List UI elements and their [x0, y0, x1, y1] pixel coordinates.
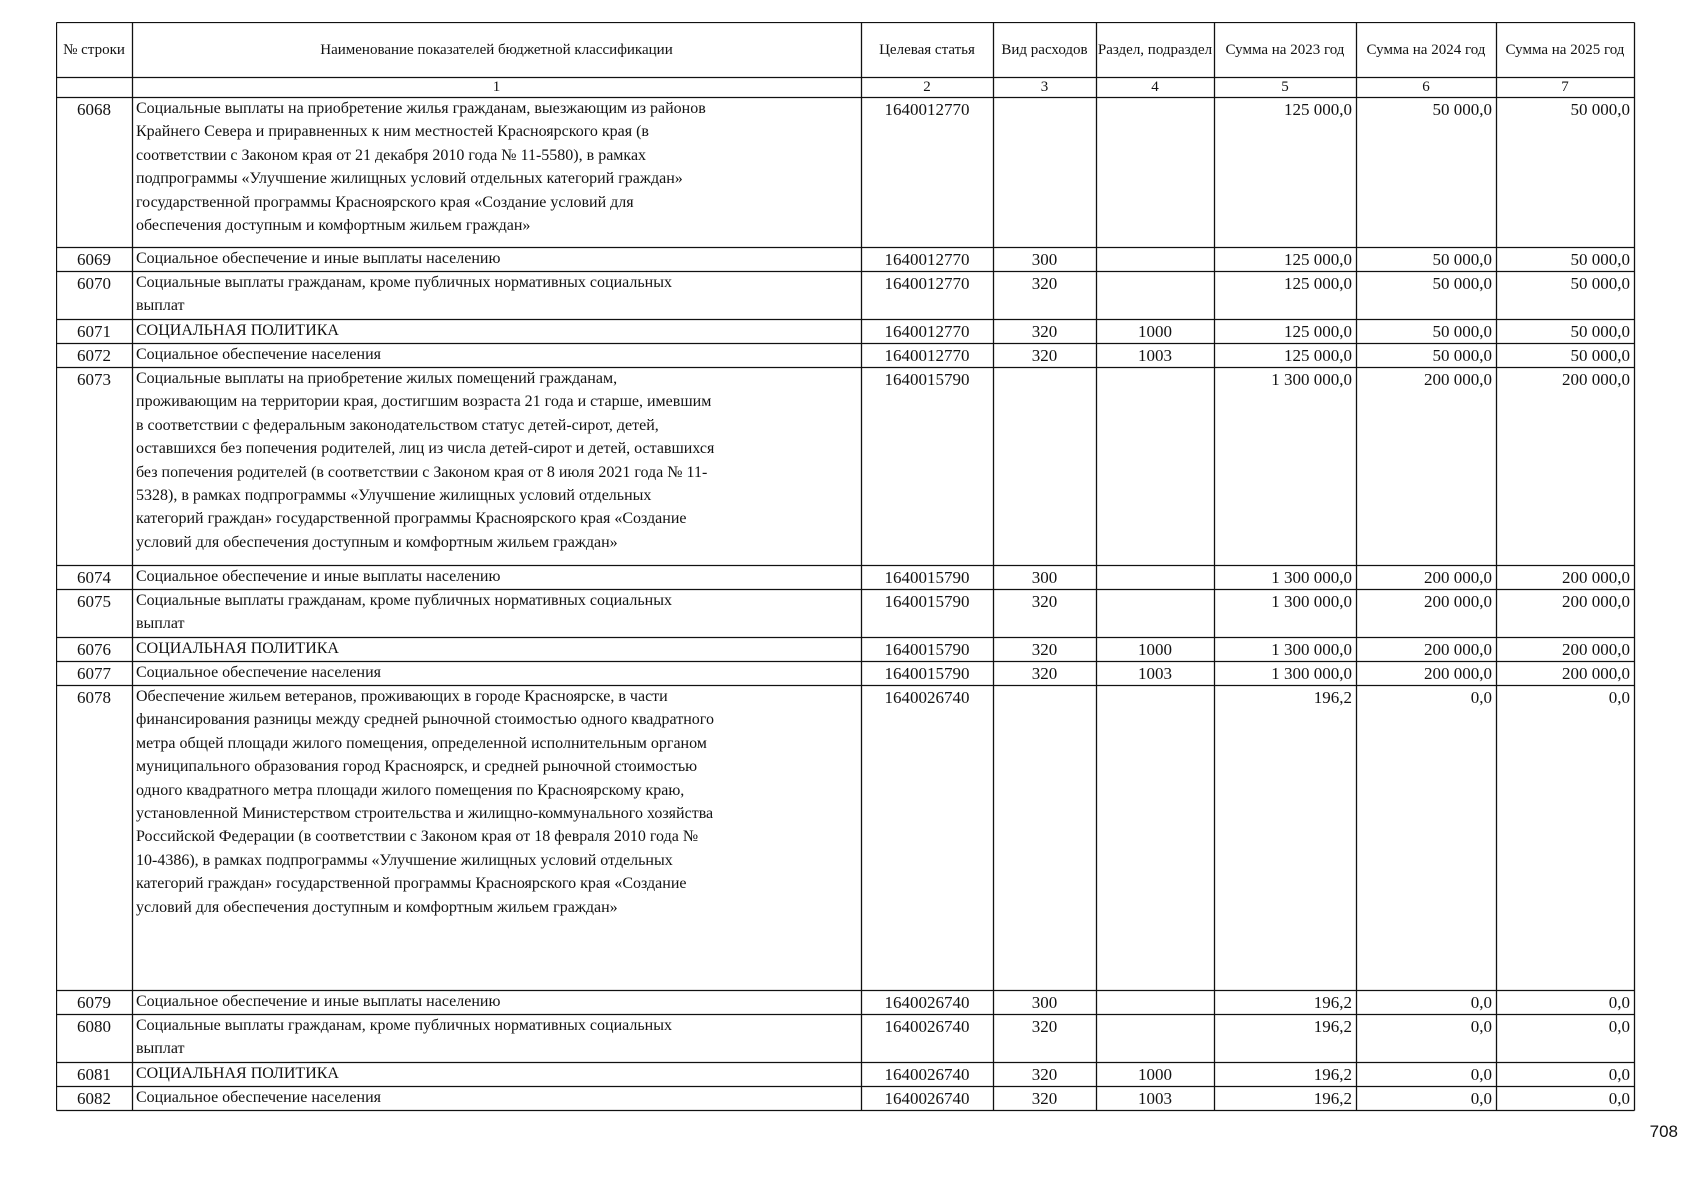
section-code — [1096, 367, 1214, 565]
expense-kind: 320 — [1031, 1065, 1058, 1084]
row-name: Социальные выплаты гражданам, кроме публичных нормативных социальных выплат — [136, 274, 672, 315]
row-number: 6079 — [77, 993, 111, 1012]
sum-2024: 0,0 — [1470, 1017, 1492, 1036]
sum-2025: 200 000,0 — [1562, 664, 1630, 683]
row-name: Социальное обеспечение и иные выплаты населению — [136, 568, 501, 585]
section-code: 1003 — [1138, 346, 1172, 365]
column-number — [56, 77, 132, 97]
target-article: 1640015790 — [884, 640, 970, 659]
sum-2025: 50 000,0 — [1570, 346, 1630, 365]
sum-2024: 200 000,0 — [1424, 370, 1492, 389]
row-number: 6071 — [77, 322, 111, 341]
sum-2023: 125 000,0 — [1284, 346, 1352, 365]
row-number: 6075 — [77, 592, 111, 611]
row-name: Социальные выплаты на приобретение жилых помещений гражданам, проживающим на территории края, достигшим возраста 21 года и старше, имевшим в соответствии с федеральным законодательством статус детей-сирот, детей, оставшихся без попечения родителей, лиц из числа детей-сирот и детей, оставшихся без попечения родителей (в соответствии с Законом края от 8 июля 2021 года № 11- 5328), в рамках подпрограммы «Улучшение жилищных условий отдельных категорий граждан» государственной программы Красноярского края «Создание условий для обеспечения доступным и комфортным жильем граждан» — [136, 370, 715, 551]
sum-2025: 50 000,0 — [1570, 322, 1630, 341]
sum-2023: 1 300 000,0 — [1271, 592, 1352, 611]
sum-2024: 50 000,0 — [1432, 346, 1492, 365]
row-number: 6070 — [77, 274, 111, 293]
header-sum2023: Сумма на 2023 год — [1225, 41, 1345, 58]
column-number: 1 — [492, 79, 501, 95]
expense-kind: 320 — [1031, 346, 1058, 365]
sum-2023: 196,2 — [1313, 993, 1352, 1012]
expense-kind: 320 — [1031, 274, 1058, 293]
column-number: 7 — [1561, 79, 1569, 95]
sum-2023: 125 000,0 — [1284, 322, 1352, 341]
sum-2023: 196,2 — [1313, 1017, 1352, 1036]
header-row-no: № строки — [63, 41, 125, 58]
section-code — [1096, 990, 1214, 1014]
target-article: 1640012770 — [884, 250, 970, 269]
target-article: 1640012770 — [884, 100, 970, 119]
header-sum2025: Сумма на 2025 год — [1505, 41, 1625, 58]
sum-2024: 0,0 — [1470, 1065, 1492, 1084]
sum-2023: 196,2 — [1313, 1065, 1352, 1084]
sum-2023: 1 300 000,0 — [1271, 568, 1352, 587]
sum-2025: 0,0 — [1608, 1065, 1630, 1084]
sum-2025: 0,0 — [1608, 1017, 1630, 1036]
sum-2024: 50 000,0 — [1432, 274, 1492, 293]
sum-2024: 200 000,0 — [1424, 640, 1492, 659]
budget-table — [56, 22, 1634, 1112]
section-code: 1003 — [1138, 664, 1172, 683]
target-article: 1640012770 — [884, 322, 970, 341]
sum-2024: 200 000,0 — [1424, 664, 1492, 683]
sum-2025: 0,0 — [1608, 1089, 1630, 1108]
row-name: Социальное обеспечение и иные выплаты населению — [136, 993, 501, 1010]
page-number: 708 — [1649, 1122, 1678, 1141]
section-code: 1000 — [1138, 640, 1172, 659]
row-name: Социальные выплаты гражданам, кроме публичных нормативных социальных выплат — [136, 1017, 672, 1058]
section-code: 1000 — [1138, 322, 1172, 341]
expense-kind: 320 — [1031, 1089, 1058, 1108]
row-name: Обеспечение жильем ветеранов, проживающих в городе Красноярске, в части финансирования разницы между средней рыночной стоимостью одного квадратного метра общей площади жилого помещения, определенной исполнительным органом муниципального образования город Красноярск, и средней рыночной стоимостью одного квадратного метра площади жилого помещения по Красноярскому краю, установленной Министерством строительства и жилищно-коммунального хозяйства Российской Федерации (в соответствии с Законом края от 18 февраля 2010 года № 10-4386), в рамках подпрограммы «Улучшение жилищных условий отдельных категорий граждан» государственной программы Красноярского края «Создание условий для обеспечения доступным и комфортным жильем граждан» — [136, 688, 714, 916]
row-name: Социальные выплаты на приобретение жилья гражданам, выезжающим из районов Крайнего Севера и приравненных к ним местностей Красноярского края (в соответствии с Законом края от 21 декабря 2010 года № 11-5580), в рамках подпрограммы «Улучшение жилищных условий отдельных категорий граждан» государственной программы Красноярского края «Создание условий для обеспечения доступным и комфортным жильем граждан» — [136, 100, 706, 235]
sum-2025: 0,0 — [1608, 993, 1630, 1012]
row-number: 6073 — [77, 370, 111, 389]
sum-2024: 50 000,0 — [1432, 322, 1492, 341]
sum-2023: 1 300 000,0 — [1271, 664, 1352, 683]
column-number: 6 — [1422, 79, 1430, 95]
target-article: 1640012770 — [884, 274, 970, 293]
sum-2023: 196,2 — [1313, 688, 1352, 707]
sum-2024: 50 000,0 — [1432, 100, 1492, 119]
sum-2023: 125 000,0 — [1284, 274, 1352, 293]
row-name: Социальное обеспечение населения — [136, 664, 381, 681]
row-number: 6072 — [77, 346, 111, 365]
section-code — [1096, 97, 1214, 247]
header-name: Наименование показателей бюджетной классификации — [320, 41, 673, 58]
sum-2025: 50 000,0 — [1570, 100, 1630, 119]
section-code — [1096, 247, 1214, 271]
sum-2025: 50 000,0 — [1570, 250, 1630, 269]
section-code — [1096, 589, 1214, 637]
expense-kind: 320 — [1031, 664, 1058, 683]
expense-kind: 320 — [1031, 1017, 1058, 1036]
row-number: 6068 — [77, 100, 111, 119]
sum-2025: 200 000,0 — [1562, 370, 1630, 389]
column-number: 2 — [923, 79, 931, 95]
row-number: 6077 — [77, 664, 111, 683]
section-code: 1000 — [1138, 1065, 1172, 1084]
expense-kind: 300 — [1031, 568, 1058, 587]
row-number: 6081 — [77, 1065, 111, 1084]
target-article: 1640026740 — [884, 1089, 970, 1108]
row-number: 6080 — [77, 1017, 111, 1036]
target-article: 1640015790 — [884, 370, 970, 389]
sum-2025: 200 000,0 — [1562, 592, 1630, 611]
expense-kind: 320 — [1031, 592, 1058, 611]
sum-2023: 1 300 000,0 — [1271, 370, 1352, 389]
sum-2025: 50 000,0 — [1570, 274, 1630, 293]
sum-2024: 0,0 — [1470, 688, 1492, 707]
section-code — [1096, 565, 1214, 589]
target-article: 1640015790 — [884, 592, 970, 611]
target-article: 1640026740 — [884, 1065, 970, 1084]
sum-2023: 125 000,0 — [1284, 100, 1352, 119]
column-number: 3 — [1040, 79, 1049, 95]
sum-2024: 200 000,0 — [1424, 568, 1492, 587]
section-code — [1096, 1014, 1214, 1062]
expense-kind: 320 — [1031, 322, 1058, 341]
row-number: 6082 — [77, 1089, 111, 1108]
expense-kind: 320 — [1031, 640, 1058, 659]
row-name: СОЦИАЛЬНАЯ ПОЛИТИКА — [136, 322, 339, 339]
expense-kind: 300 — [1031, 993, 1058, 1012]
sum-2024: 50 000,0 — [1432, 250, 1492, 269]
row-number: 6076 — [77, 640, 111, 659]
target-article: 1640026740 — [884, 1017, 970, 1036]
row-number: 6074 — [77, 568, 111, 587]
section-code: 1003 — [1138, 1089, 1172, 1108]
row-name: Социальные выплаты гражданам, кроме публичных нормативных социальных выплат — [136, 592, 672, 633]
sum-2024: 200 000,0 — [1424, 592, 1492, 611]
column-number: 5 — [1281, 79, 1289, 95]
section-code — [1096, 685, 1214, 990]
row-number: 6078 — [77, 688, 111, 707]
column-number: 4 — [1151, 79, 1159, 95]
row-name: Социальное обеспечение и иные выплаты населению — [136, 250, 501, 267]
sum-2024: 0,0 — [1470, 1089, 1492, 1108]
header-sum2024: Сумма на 2024 год — [1366, 41, 1486, 58]
sum-2023: 196,2 — [1313, 1089, 1352, 1108]
sum-2023: 125 000,0 — [1284, 250, 1352, 269]
row-name: СОЦИАЛЬНАЯ ПОЛИТИКА — [136, 1065, 339, 1082]
expense-kind — [993, 367, 1096, 565]
target-article: 1640015790 — [884, 664, 970, 683]
target-article: 1640012770 — [884, 346, 970, 365]
expense-kind — [993, 685, 1096, 990]
target-article: 1640026740 — [884, 993, 970, 1012]
target-article: 1640015790 — [884, 568, 970, 587]
sum-2024: 0,0 — [1470, 993, 1492, 1012]
header-target: Целевая статья — [879, 41, 975, 58]
sum-2025: 200 000,0 — [1562, 640, 1630, 659]
expense-kind: 300 — [1031, 250, 1058, 269]
sum-2025: 200 000,0 — [1562, 568, 1630, 587]
row-name: Социальное обеспечение населения — [136, 346, 381, 363]
expense-kind — [993, 97, 1096, 247]
target-article: 1640026740 — [884, 688, 970, 707]
header-section: Раздел, подраздел — [1097, 41, 1213, 58]
row-number: 6069 — [77, 250, 111, 269]
sum-2025: 0,0 — [1608, 688, 1630, 707]
row-name: СОЦИАЛЬНАЯ ПОЛИТИКА — [136, 640, 339, 657]
row-name: Социальное обеспечение населения — [136, 1089, 381, 1106]
sum-2023: 1 300 000,0 — [1271, 640, 1352, 659]
section-code — [1096, 271, 1214, 319]
header-kind: Вид расходов — [1001, 41, 1088, 58]
